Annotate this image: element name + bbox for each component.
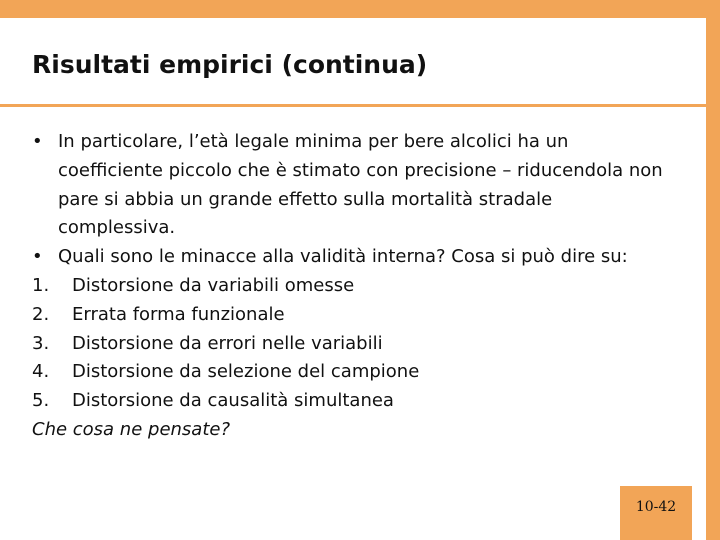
bullet-marker: • — [32, 131, 43, 152]
page-number-badge — [620, 486, 692, 540]
bullet-item — [32, 128, 672, 243]
numbered-item — [32, 272, 672, 301]
title-divider — [0, 104, 706, 107]
item-number: 1. — [32, 274, 50, 296]
item-number: 2. — [32, 303, 50, 325]
slide — [0, 18, 706, 540]
item-text: Errata forma funzionale — [72, 303, 285, 325]
item-text: Distorsione da selezione del campione — [72, 361, 420, 383]
item-number: 4. — [32, 361, 50, 383]
top-accent-bar — [0, 0, 720, 18]
item-number: 3. — [32, 332, 50, 354]
closing-question: Che cosa ne pensate? — [32, 418, 231, 440]
slide-title: Risultati empirici (continua) — [32, 50, 428, 79]
right-accent-bar — [706, 0, 720, 540]
bullet-text: In particolare, l’età legale minima per bere alcolici ha un coefficiente piccolo che è stimato con precisione – riducendola non pare si abbia un grande effetto sulla mortalità stradale complessiva. — [58, 131, 663, 239]
numbered-item — [32, 330, 672, 359]
item-text: Distorsione da variabili omesse — [72, 274, 355, 296]
slide-body — [32, 128, 672, 445]
numbered-item — [32, 301, 672, 330]
bullet-text: Quali sono le minacce alla validità interna? Cosa si può dire su: — [58, 246, 628, 268]
item-text: Distorsione da errori nelle variabili — [72, 332, 383, 354]
numbered-item — [32, 387, 672, 416]
numbered-item — [32, 358, 672, 387]
bullet-marker: • — [32, 246, 43, 268]
item-text: Distorsione da causalità simultanea — [72, 390, 394, 412]
page-number: 10-42 — [635, 499, 677, 515]
item-number: 5. — [32, 390, 50, 412]
bullet-item — [32, 243, 672, 272]
